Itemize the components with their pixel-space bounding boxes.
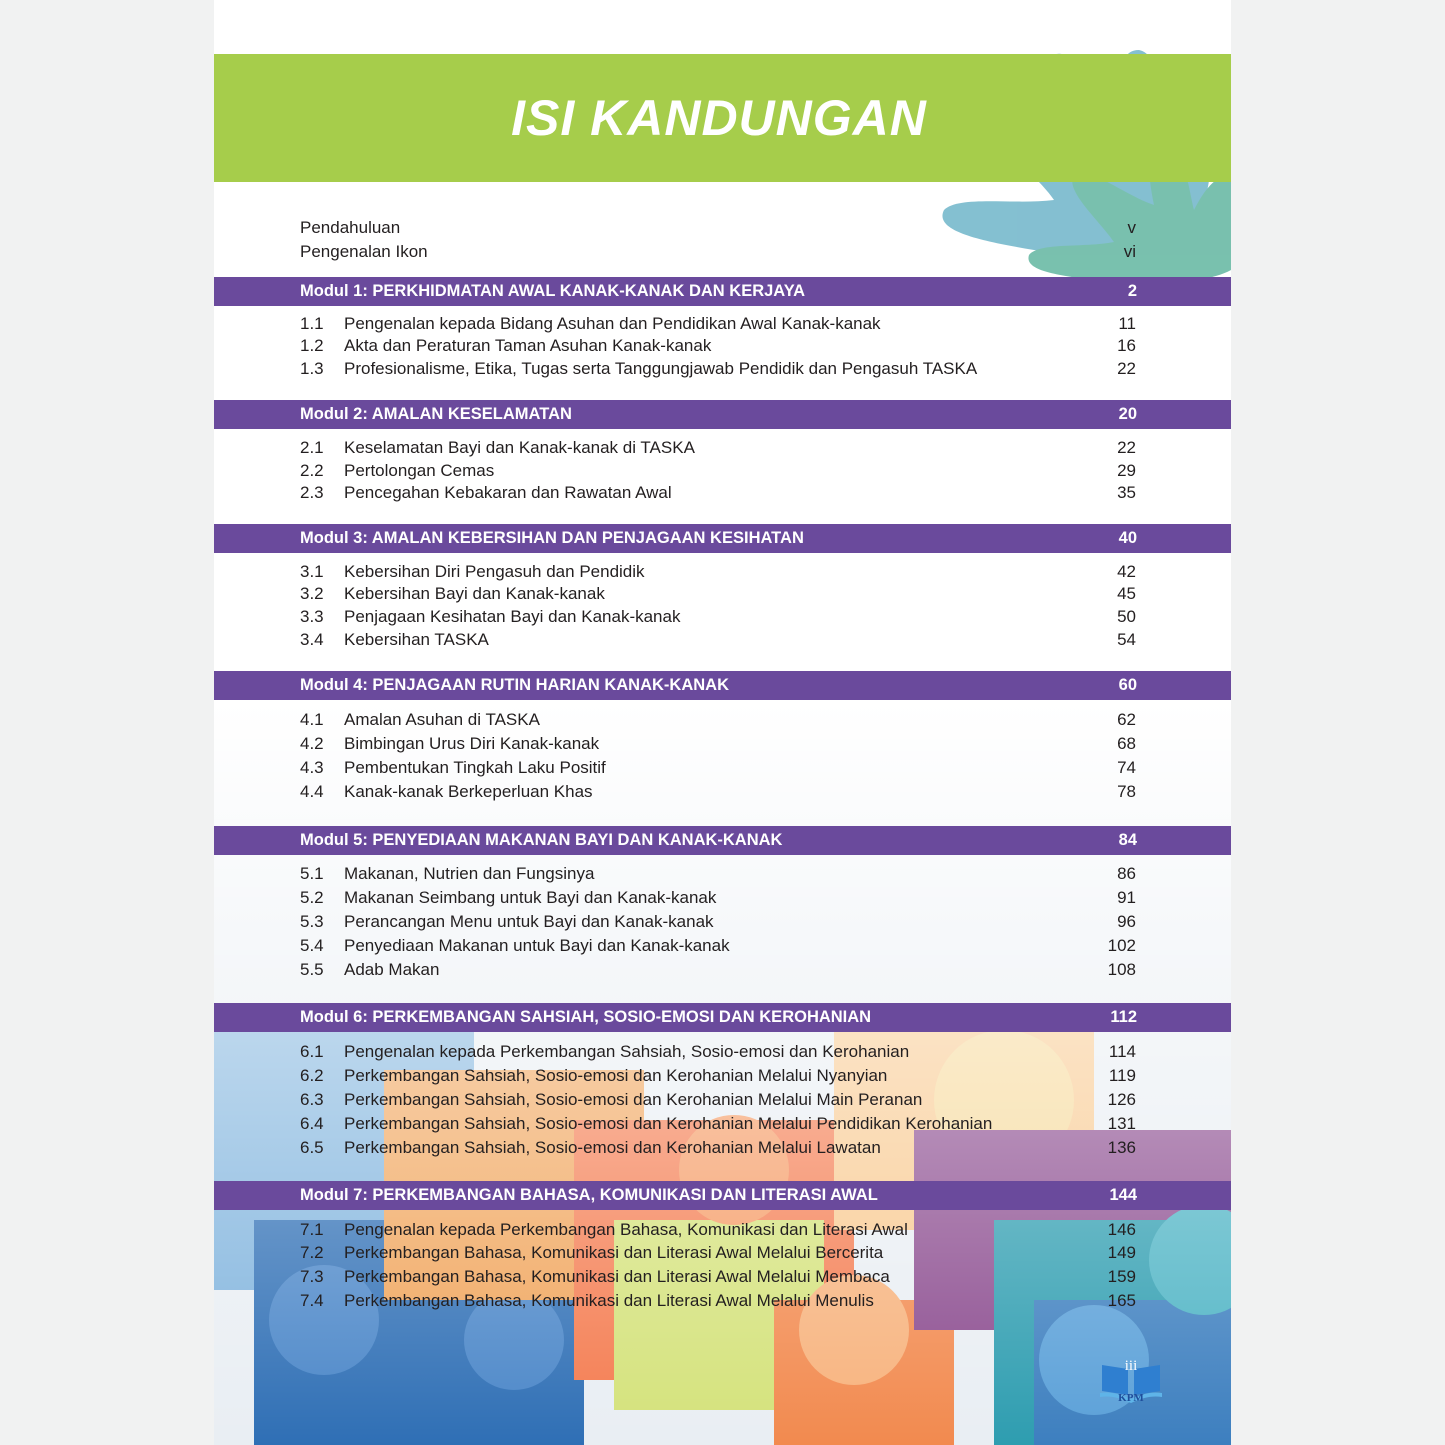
toc-entry-label: Perancangan Menu untuk Bayi dan Kanak-kanak — [344, 912, 714, 931]
toc-entry-number: 5.5 — [300, 960, 324, 979]
toc-entry-page: 136 — [1107, 1138, 1136, 1157]
toc-entry-label: Kebersihan Bayi dan Kanak-kanak — [344, 584, 605, 603]
toc-entry-number: 2.2 — [300, 461, 324, 480]
toc-entry-number: 3.3 — [300, 607, 324, 626]
module-title: Modul 1: PERKHIDMATAN AWAL KANAK-KANAK DAN KERJAYA — [300, 282, 806, 300]
page-number: iii — [1124, 1358, 1138, 1374]
toc-entry-page: 149 — [1107, 1243, 1136, 1262]
toc-entry-label: Pengenalan kepada Perkembangan Bahasa, Komunikasi dan Literasi Awal — [344, 1220, 908, 1239]
toc-entry[interactable] — [300, 582, 1136, 606]
module-page: 40 — [1118, 529, 1137, 547]
toc-entry-label: Amalan Asuhan di TASKA — [344, 710, 540, 729]
module-page: 20 — [1118, 405, 1137, 423]
toc-entry[interactable] — [300, 628, 1136, 652]
toc-entry-label: Perkembangan Bahasa, Komunikasi dan Literasi Awal Melalui Bercerita — [344, 1243, 884, 1262]
module-title: Modul 2: AMALAN KESELAMATAN — [300, 405, 572, 423]
toc-entry-page: 146 — [1107, 1220, 1136, 1239]
toc-entry-number: 7.1 — [300, 1220, 324, 1239]
module-page: 2 — [1127, 282, 1137, 300]
toc-entry[interactable] — [300, 780, 1136, 804]
toc-entry-label: Perkembangan Sahsiah, Sosio-emosi dan Kerohanian Melalui Main Peranan — [344, 1090, 923, 1109]
toc-entry-label: Pengenalan kepada Bidang Asuhan dan Pendidikan Awal Kanak-kanak — [344, 314, 881, 333]
toc-entry-label: Perkembangan Bahasa, Komunikasi dan Literasi Awal Melalui Menulis — [344, 1291, 874, 1310]
toc-entry[interactable] — [300, 1289, 1136, 1313]
toc-entry-label: Kanak-kanak Berkeperluan Khas — [344, 782, 593, 801]
toc-entry-number: 6.3 — [300, 1090, 324, 1109]
toc-entry-page: 11 — [1118, 314, 1136, 333]
toc-entry-label: Adab Makan — [344, 960, 440, 979]
toc-entry-page: 91 — [1117, 888, 1136, 907]
toc-entry[interactable] — [300, 334, 1136, 358]
module-title: Modul 5: PENYEDIAAN MAKANAN BAYI DAN KANAK-KANAK — [300, 831, 783, 849]
toc-entry-label: Pertolongan Cemas — [344, 461, 495, 480]
toc-entry[interactable] — [300, 886, 1136, 910]
module-header-6[interactable] — [214, 1003, 1231, 1032]
toc-entry-number: 4.2 — [300, 734, 324, 753]
toc-entry-label: Pencegahan Kebakaran dan Rawatan Awal — [344, 483, 672, 502]
toc-entry-label: Bimbingan Urus Diri Kanak-kanak — [344, 734, 600, 753]
toc-entry[interactable] — [300, 958, 1136, 982]
toc-entry-number: 7.3 — [300, 1267, 324, 1286]
module-header-4[interactable] — [214, 671, 1231, 700]
toc-entry[interactable] — [300, 934, 1136, 958]
toc-entry-page: 45 — [1117, 584, 1136, 603]
toc-entry-page: 68 — [1117, 734, 1136, 753]
toc-entry-number: 1.3 — [300, 359, 324, 378]
toc-entry-number: 4.4 — [300, 782, 324, 801]
toc-entry-number: 5.1 — [300, 864, 324, 883]
toc-entry[interactable] — [300, 1136, 1136, 1160]
toc-entry-page: 108 — [1107, 960, 1136, 979]
toc-entry-page: 165 — [1107, 1291, 1136, 1310]
module-page: 60 — [1118, 676, 1137, 694]
toc-entry-number: 4.1 — [300, 710, 324, 729]
toc-entry-number: 4.3 — [300, 758, 324, 777]
toc-entry-label: Perkembangan Sahsiah, Sosio-emosi dan Kerohanian Melalui Nyanyian — [344, 1066, 888, 1085]
toc-entry-page: v — [1127, 218, 1136, 237]
toc-entry-number: 6.1 — [300, 1042, 324, 1061]
toc-intro-row[interactable] — [300, 216, 1136, 240]
toc-entry-number: 3.2 — [300, 584, 324, 603]
toc-entry-page: 50 — [1117, 607, 1136, 626]
document-page — [214, 0, 1231, 1445]
toc-entry-label: Perkembangan Sahsiah, Sosio-emosi dan Kerohanian Melalui Pendidikan Kerohanian — [344, 1114, 993, 1133]
page-title: ISI KANDUNGAN — [511, 90, 927, 146]
module-page: 112 — [1110, 1008, 1137, 1026]
module-page: 144 — [1109, 1186, 1137, 1204]
toc-entry[interactable] — [300, 1088, 1136, 1112]
toc-entry-number: 6.4 — [300, 1114, 324, 1133]
toc-entry-label: Perkembangan Bahasa, Komunikasi dan Literasi Awal Melalui Membaca — [344, 1267, 890, 1286]
toc-entry[interactable] — [300, 910, 1136, 934]
toc-entry-page: 126 — [1107, 1090, 1136, 1109]
toc-entry[interactable] — [300, 481, 1136, 505]
module-header-5[interactable] — [214, 826, 1231, 855]
toc-entry-number: 6.5 — [300, 1138, 324, 1157]
module-header-3[interactable] — [214, 524, 1231, 553]
module-header-1[interactable] — [214, 277, 1231, 306]
toc-entry-label: Keselamatan Bayi dan Kanak-kanak di TASKA — [344, 438, 695, 457]
toc-entry-page: 119 — [1108, 1066, 1136, 1085]
toc-entry[interactable] — [300, 862, 1136, 886]
toc-entry[interactable] — [300, 1040, 1136, 1064]
toc-entry-page: 74 — [1117, 758, 1136, 777]
toc-entry-label: Makanan Seimbang untuk Bayi dan Kanak-kanak — [344, 888, 717, 907]
toc-entry-label: Kebersihan Diri Pengasuh dan Pendidik — [344, 562, 645, 581]
toc-entry-number: 1.2 — [300, 336, 324, 355]
toc-entry-number: 6.2 — [300, 1066, 324, 1085]
toc-entry-number: 7.4 — [300, 1291, 324, 1310]
toc-entry-label: Pengenalan Ikon — [300, 242, 428, 261]
toc-entry-page: 29 — [1117, 461, 1136, 480]
toc-entry[interactable] — [300, 732, 1136, 756]
toc-entry-number: 3.1 — [300, 562, 324, 581]
toc-entry-page: 96 — [1117, 912, 1136, 931]
module-header-7[interactable] — [214, 1181, 1231, 1210]
toc-entry-page: 102 — [1107, 936, 1136, 955]
toc-entry[interactable] — [300, 708, 1136, 732]
toc-entry-number: 2.1 — [300, 438, 324, 457]
toc-entry[interactable] — [300, 357, 1136, 381]
toc-entry-number: 5.2 — [300, 888, 324, 907]
toc-entry-number: 5.4 — [300, 936, 324, 955]
toc-entry-page: 62 — [1117, 710, 1136, 729]
toc-entry[interactable] — [300, 1265, 1136, 1289]
toc-intro-row[interactable] — [300, 240, 1136, 264]
toc-entry[interactable] — [300, 312, 1136, 336]
toc-entry[interactable] — [300, 756, 1136, 780]
toc-entry-page: 159 — [1107, 1267, 1136, 1286]
toc-entry[interactable] — [300, 560, 1136, 584]
toc-entry-page: 131 — [1107, 1114, 1136, 1133]
toc-entry-label: Makanan, Nutrien dan Fungsinya — [344, 864, 595, 883]
toc-entry-number: 1.1 — [300, 314, 324, 333]
toc-entry-page: 54 — [1117, 630, 1136, 649]
toc-entry-number: 3.4 — [300, 630, 324, 649]
toc-entry-page: 22 — [1117, 359, 1136, 378]
toc-entry-label: Penyediaan Makanan untuk Bayi dan Kanak-kanak — [344, 936, 730, 955]
toc-entry-number: 5.3 — [300, 912, 324, 931]
toc-entry-page: 42 — [1117, 562, 1136, 581]
toc-entry-label: Kebersihan TASKA — [344, 630, 489, 649]
toc-entry-number: 2.3 — [300, 483, 324, 502]
toc-entry-label: Pendahuluan — [300, 218, 401, 237]
toc-entry-label: Profesionalisme, Etika, Tugas serta Tanggungjawab Pendidik dan Pengasuh TASKA — [344, 359, 978, 378]
toc-entry[interactable] — [300, 436, 1136, 460]
toc-entry[interactable] — [300, 1218, 1136, 1242]
toc-entry[interactable] — [300, 1112, 1136, 1136]
toc-entry[interactable] — [300, 459, 1136, 483]
toc-entry[interactable] — [300, 1064, 1136, 1088]
toc-entry[interactable] — [300, 605, 1136, 629]
toc-entry-label: Pengenalan kepada Perkembangan Sahsiah, Sosio-emosi dan Kerohanian — [344, 1042, 910, 1061]
toc-entry-label: Pembentukan Tingkah Laku Positif — [344, 758, 606, 777]
toc-entry-page: 114 — [1108, 1042, 1136, 1061]
toc-entry-number: 7.2 — [300, 1243, 324, 1262]
toc-entry-page: 35 — [1117, 483, 1136, 502]
publisher-label: KPM — [1118, 1392, 1144, 1404]
toc-entry-label: Akta dan Peraturan Taman Asuhan Kanak-kanak — [344, 336, 712, 355]
module-title: Modul 7: PERKEMBANGAN BAHASA, KOMUNIKASI DAN LITERASI AWAL — [300, 1186, 878, 1204]
toc-entry-page: 78 — [1117, 782, 1136, 801]
toc-entry-page: 86 — [1117, 864, 1136, 883]
module-header-2[interactable] — [214, 400, 1231, 429]
toc-entry-page: 16 — [1117, 336, 1136, 355]
toc-entry-page: 22 — [1117, 438, 1136, 457]
toc-entry-label: Perkembangan Sahsiah, Sosio-emosi dan Kerohanian Melalui Lawatan — [344, 1138, 881, 1157]
module-title: Modul 6: PERKEMBANGAN SAHSIAH, SOSIO-EMOSI DAN KEROHANIAN — [300, 1008, 872, 1026]
module-title: Modul 3: AMALAN KEBERSIHAN DAN PENJAGAAN KESIHATAN — [300, 529, 804, 547]
toc-entry-page: vi — [1123, 242, 1136, 261]
toc-entry-label: Penjagaan Kesihatan Bayi dan Kanak-kanak — [344, 607, 681, 626]
toc-entry[interactable] — [300, 1241, 1136, 1265]
module-page: 84 — [1118, 831, 1137, 849]
module-title: Modul 4: PENJAGAAN RUTIN HARIAN KANAK-KANAK — [300, 676, 729, 694]
